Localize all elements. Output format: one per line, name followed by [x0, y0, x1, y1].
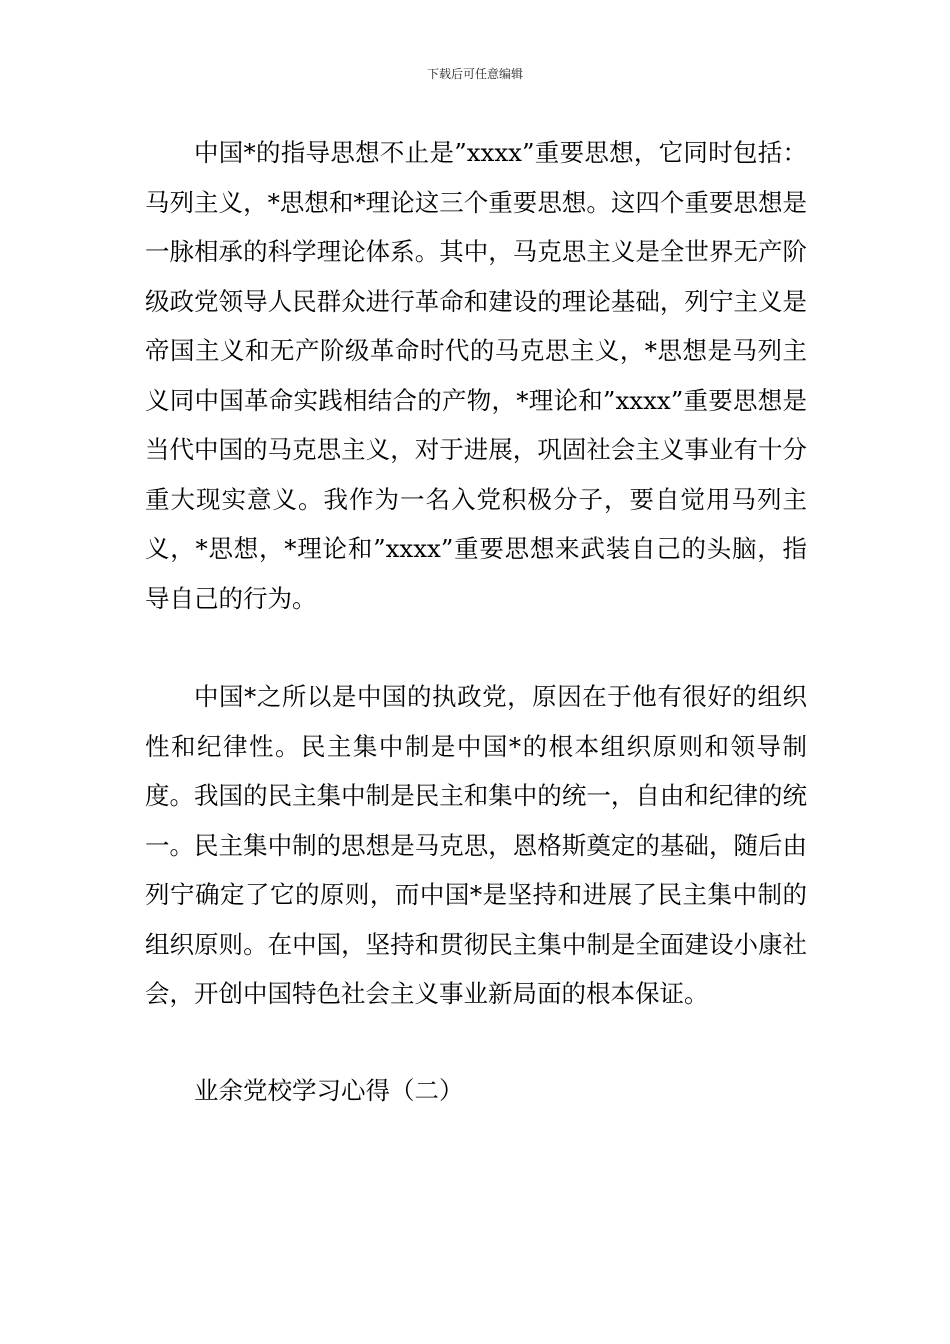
page-header-note: 下载后可任意编辑: [426, 67, 523, 81]
body-paragraph-2: 中国*之所以是中国的执政党，原因在于他有很好的组织性和纪律性。民主集中制是中国*的根本组织原则和领导制度。我国的民主集中制是民主和集中的统一，自由和纪律的统一。民主集中制的思想是马克思，恩格斯奠定的基础，随后由列宁确定了它的原则，而中国*是坚持和进展了民主集中制的组织原则。在中国，坚持和贯彻民主集中制是全面建设小康社会，开创中国特色社会主义事业新局面的根本保证。: [145, 682, 807, 1008]
body-paragraph-1: 中国*的指导思想不止是”xxxx”重要思想，它同时包括：马列主义，*思想和*理论这三个重要思想。这四个重要思想是一脉相承的科学理论体系。其中，马克思主义是全世界无产阶级政党领导人民群众进行革命和建设的理论基础，列宁主义是帝国主义和无产阶级革命时代的马克思主义，*思想是马列主义同中国革命实践相结合的产物，*理论和”xxxx”重要思想是当代中国的马克思主义，对于进展，巩固社会主义事业有十分重大现实意义。我作为一名入党积极分子，要自觉用马列主义，*思想，*理论和”xxxx”重要思想来武装自己的头脑，指导自己的行为。: [145, 138, 807, 613]
document-body: [145, 128, 807, 1115]
section-subtitle: 业余党校学习心得（二）: [194, 1075, 464, 1105]
